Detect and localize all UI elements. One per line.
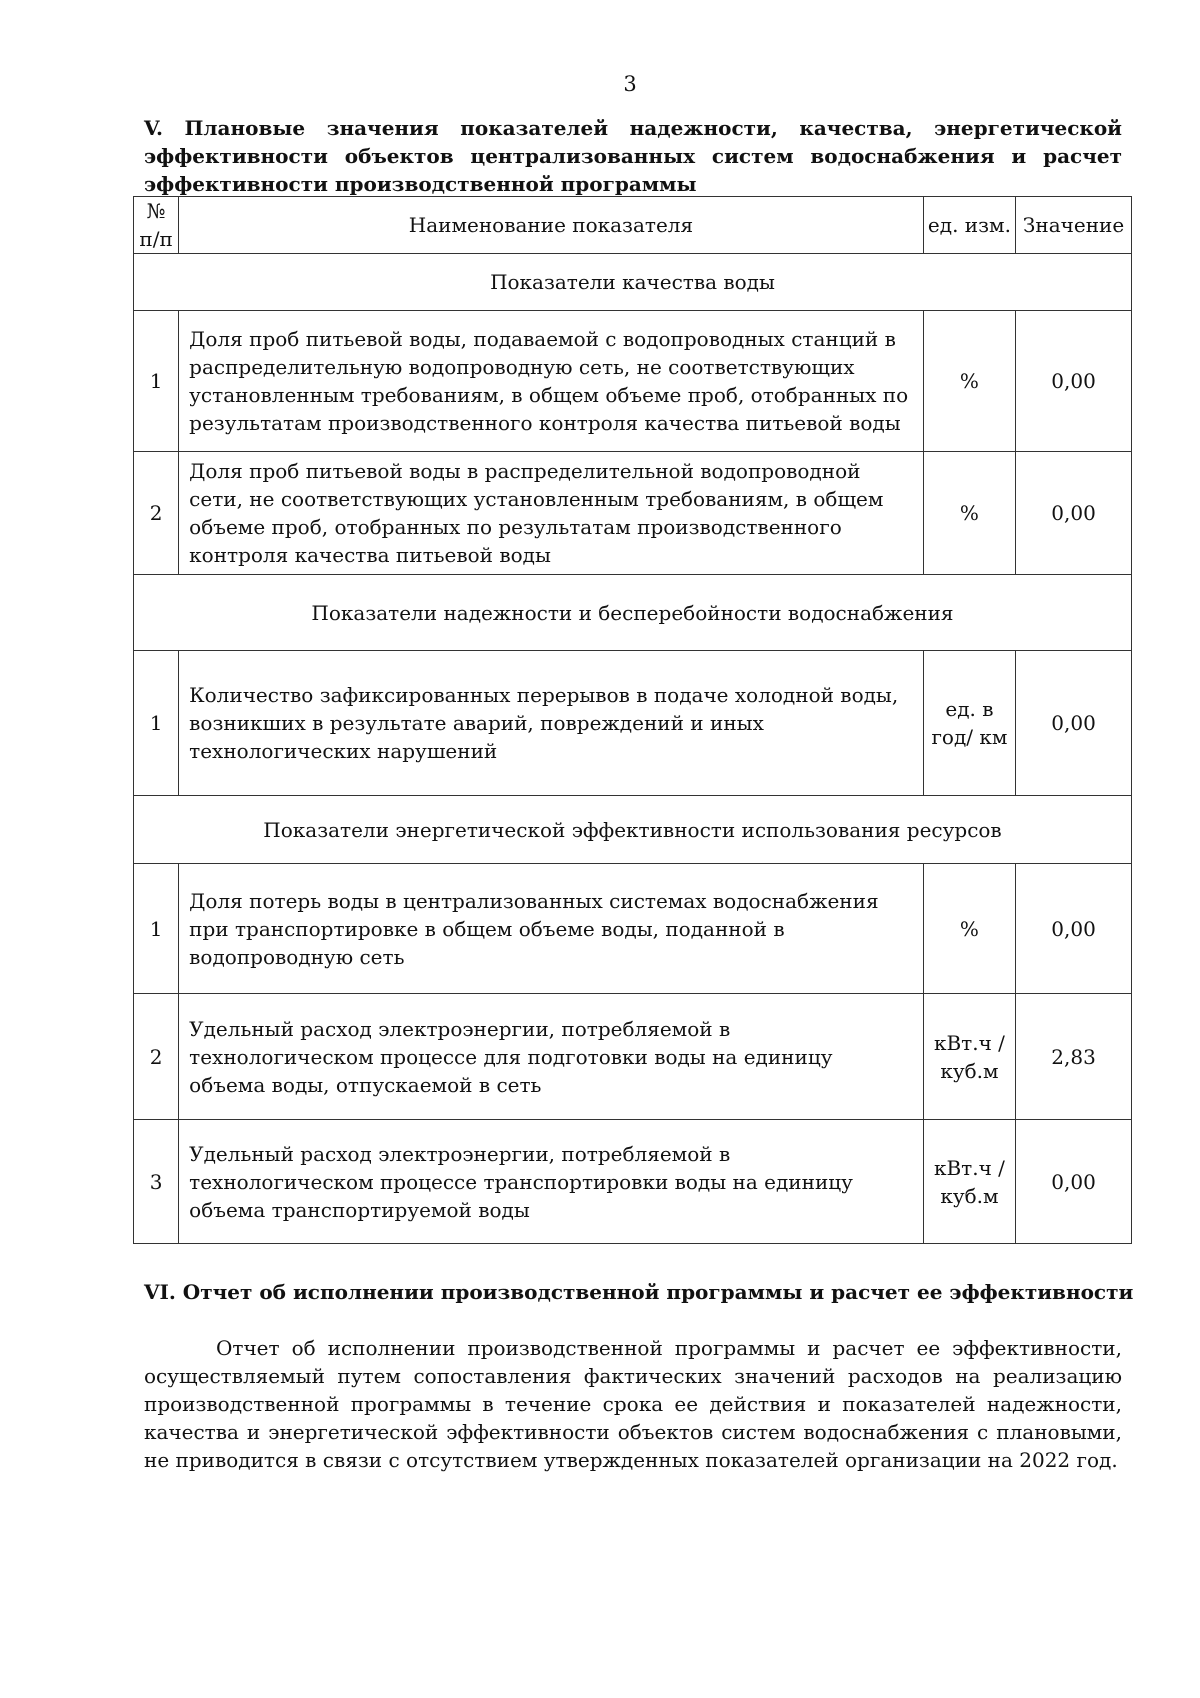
- row-unit: кВт.ч / куб.м: [923, 994, 1015, 1120]
- row-value: 0,00: [1016, 311, 1132, 452]
- table-row: [134, 994, 1132, 1120]
- row-value: 0,00: [1016, 1120, 1132, 1244]
- table-header-row: [134, 197, 1132, 254]
- row-unit: %: [923, 452, 1015, 575]
- row-value: 0,00: [1016, 651, 1132, 796]
- group-title: Показатели качества воды: [134, 254, 1132, 311]
- group-title: Показатели энергетической эффективности использования ресурсов: [134, 796, 1132, 864]
- indicators-table: [133, 196, 1132, 1244]
- header-value: Значение: [1016, 197, 1132, 254]
- row-value: 0,00: [1016, 452, 1132, 575]
- row-value: 2,83: [1016, 994, 1132, 1120]
- section-6-title: VI. Отчет об исполнении производственной программы и расчет ее эффективности: [144, 1280, 1134, 1304]
- table-row: [134, 452, 1132, 575]
- page-number: 3: [623, 72, 637, 96]
- table-row: [134, 1120, 1132, 1244]
- row-num: 2: [134, 452, 179, 575]
- row-name: Доля проб питьевой воды, подаваемой с водопроводных станций в распределительную водопроводную сеть, не соответствующих установленным требованиям, в общем объеме проб, отобранных по результатам производственного контроля качества питьевой воды: [179, 311, 924, 452]
- row-unit: кВт.ч / куб.м: [923, 1120, 1015, 1244]
- row-name: Удельный расход электроэнергии, потребляемой в технологическом процессе транспортировки воды на единицу объема транспортируемой воды: [179, 1120, 924, 1244]
- section-5-title: V. Плановые значения показателей надежности, качества, энергетической эффективности объектов централизованных систем водоснабжения и расчет эффективности производственной программы: [144, 116, 1122, 196]
- header-num: № п/п: [134, 197, 179, 254]
- row-num: 1: [134, 651, 179, 796]
- table-row: [134, 311, 1132, 452]
- group-row-reliability: [134, 575, 1132, 651]
- row-name: Доля проб питьевой воды в распределительной водопроводной сети, не соответствующих установленным требованиям, в общем объеме проб, отобранных по результатам производственного контроля качества питьевой воды: [179, 452, 924, 575]
- group-row-quality: [134, 254, 1132, 311]
- table-row: [134, 651, 1132, 796]
- row-name: Удельный расход электроэнергии, потребляемой в технологическом процессе для подготовки воды на единицу объема воды, отпускаемой в сеть: [179, 994, 924, 1120]
- row-name: Доля потерь воды в централизованных системах водоснабжения при транспортировке в общем объеме воды, поданной в водопроводную сеть: [179, 864, 924, 994]
- row-num: 3: [134, 1120, 179, 1244]
- row-num: 1: [134, 864, 179, 994]
- row-unit: %: [923, 311, 1015, 452]
- group-row-energy: [134, 796, 1132, 864]
- header-unit: ед. изм.: [923, 197, 1015, 254]
- row-value: 0,00: [1016, 864, 1132, 994]
- row-num: 1: [134, 311, 179, 452]
- row-name: Количество зафиксированных перерывов в подаче холодной воды, возникших в результате аварий, повреждений и иных технологических нарушений: [179, 651, 924, 796]
- header-name: Наименование показателя: [179, 197, 924, 254]
- row-num: 2: [134, 994, 179, 1120]
- group-title: Показатели надежности и бесперебойности водоснабжения: [134, 575, 1132, 651]
- table-row: [134, 864, 1132, 994]
- row-unit: ед. в год/ км: [923, 651, 1015, 796]
- section-6-paragraph: Отчет об исполнении производственной программы и расчет ее эффективности, осуществляемый путем сопоставления фактических значений расходов на реализацию производственной программы в течение срока ее действия и показателей надежности, качества и энергетической эффективности объектов систем водоснабжения с плановыми, не приводится в связи с отсутствием утвержденных показателей организации на 2022 год.: [144, 1336, 1122, 1472]
- row-unit: %: [923, 864, 1015, 994]
